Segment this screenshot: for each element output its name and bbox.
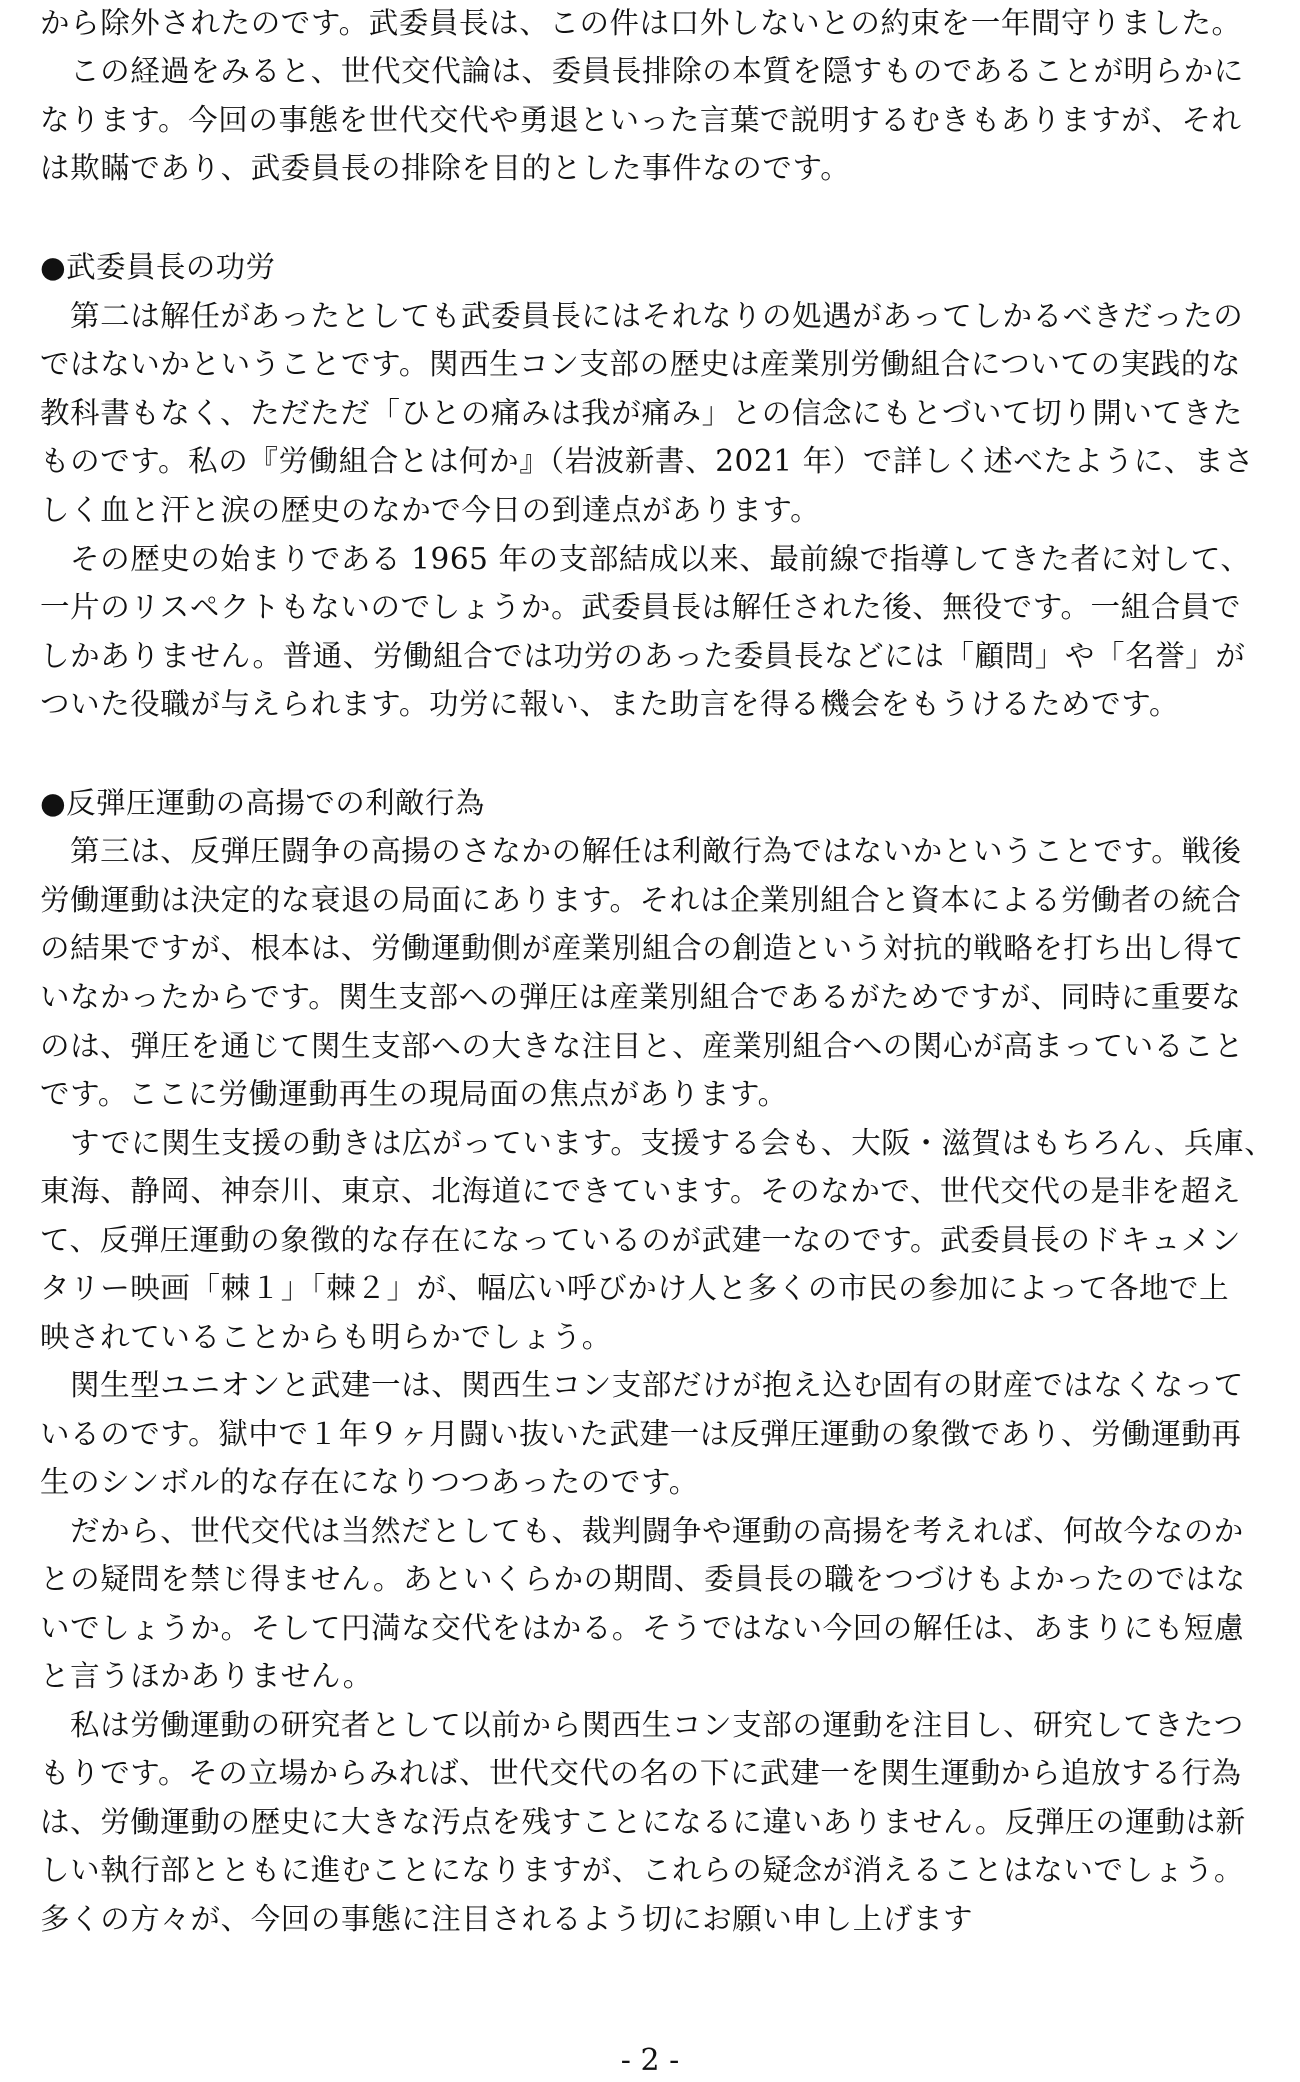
text-line: ではないかということです。関西生コン支部の歴史は産業別労働組合についての実践的な — [40, 347, 1242, 381]
text-line: いるのです。獄中で１年９ヶ月闘い抜いた武建一は反弾圧運動の象徴であり、労働運動再 — [40, 1417, 1242, 1451]
text-line: この経過をみると、世代交代論は、委員長排除の本質を隠すものであることが明らかに — [70, 54, 1244, 88]
text-line: タリー映画「棘１」「棘２」が、幅広い呼びかけ人と多くの市民の参加によって各地で上 — [40, 1271, 1230, 1305]
text-line: 一片のリスペクトもないのでしょうか。武委員長は解任された後、無役です。一組合員で — [40, 590, 1242, 624]
text-line: ついた役職が与えられます。功労に報い、また助言を得る機会をもうけるためです。 — [40, 687, 1180, 721]
text-line: て、反弾圧運動の象徴的な存在になっているのが武建一なのです。武委員長のドキュメン — [40, 1223, 1242, 1257]
text-line: ものです。私の『労働組合とは何か』（岩波新書、2021 年）で詳しく述べたように、まさ — [40, 444, 1255, 478]
text-line: は、労働運動の歴史に大きな汚点を残すことになるに違いありません。反弾圧の運動は新 — [40, 1805, 1246, 1839]
text-line: と言うほかありません。 — [40, 1659, 373, 1693]
text-line: なります。今回の事態を世代交代や勇退といった言葉で説明するむきもありますが、それ — [40, 103, 1242, 137]
page-number: - 2 - — [620, 2043, 680, 2078]
text-line: 労働運動は決定的な衰退の局面にあります。それは企業別組合と資本による労働者の統合 — [40, 883, 1242, 917]
text-line: その歴史の始まりである 1965 年の支部結成以来、最前線で指導してきた者に対して、 — [70, 542, 1251, 576]
text-line: 第三は、反弾圧闘争の高揚のさなかの解任は利敵行為ではないかということです。戦後 — [70, 834, 1242, 868]
text-line: は欺瞞であり、武委員長の排除を目的とした事件なのです。 — [40, 151, 851, 185]
text-line: もりです。その立場からみれば、世代交代の名の下に武建一を関生運動から追放する行為 — [40, 1756, 1242, 1790]
text-line: から除外されたのです。武委員長は、この件は口外しないとの約束を一年間守りました。 — [40, 6, 1242, 40]
text-line: しく血と汗と涙の歴史のなかで今日の到達点があります。 — [40, 493, 821, 527]
text-line: しかありません。普通、労働組合では功労のあった委員長などには「顧問」や「名誉」が — [40, 639, 1246, 673]
text-line: 映されていることからも明らかでしょう。 — [40, 1320, 612, 1354]
text-line: 生のシンボル的な存在になりつつあったのです。 — [40, 1465, 699, 1499]
text-line: との疑問を禁じ得ません。あといくらかの期間、委員長の職をつづけもよかったのではな — [40, 1562, 1246, 1596]
text-line: のは、弾圧を通じて関生支部への大きな注目と、産業別組合への関心が高まっていること — [40, 1029, 1245, 1063]
text-line: いでしょうか。そして円満な交代をはかる。そうではない今回の解任は、あまりにも短慮 — [40, 1611, 1245, 1645]
text-line: しい執行部とともに進むことになりますが、これらの疑念が消えることはないでしょう。 — [40, 1853, 1245, 1887]
text-line: 多くの方々が、今回の事態に注目されるよう切にお願い申し上げます — [40, 1902, 974, 1936]
text-line: 私は労働運動の研究者として以前から関西生コン支部の運動を注目し、研究してきたつ — [70, 1708, 1244, 1742]
text-line: だから、世代交代は当然だとしても、裁判闘争や運動の高揚を考えれば、何故今なのか — [70, 1514, 1244, 1548]
text-line: です。ここに労働運動再生の現局面の焦点があります。 — [40, 1077, 788, 1111]
text-line: 関生型ユニオンと武建一は、関西生コン支部だけが抱え込む固有の財産ではなくなって — [70, 1368, 1244, 1402]
text-line: いなかったからです。関生支部への弾圧は産業別組合であるがためですが、同時に重要な — [40, 980, 1242, 1014]
text-line: 東海、静岡、神奈川、東京、北海道にできています。そのなかで、世代交代の是非を超え — [40, 1174, 1242, 1208]
text-line: すでに関生支援の動きは広がっています。支援する会も、大阪・滋賀はもちろん、兵庫、 — [70, 1126, 1275, 1160]
section-heading: ●武委員長の功労 — [40, 250, 276, 284]
text-line: 第二は解任があったとしても武委員長にはそれなりの処遇があってしかるべきだったの — [70, 299, 1244, 333]
text-line: 教科書もなく、ただただ「ひとの痛みは我が痛み」との信念にもとづいて切り開いてきた — [40, 396, 1243, 430]
section-heading: ●反弾圧運動の高揚での利敵行為 — [40, 786, 485, 820]
text-line: の結果ですが、根本は、労働運動側が産業別組合の創造という対抗的戦略を打ち出し得て — [40, 931, 1244, 965]
